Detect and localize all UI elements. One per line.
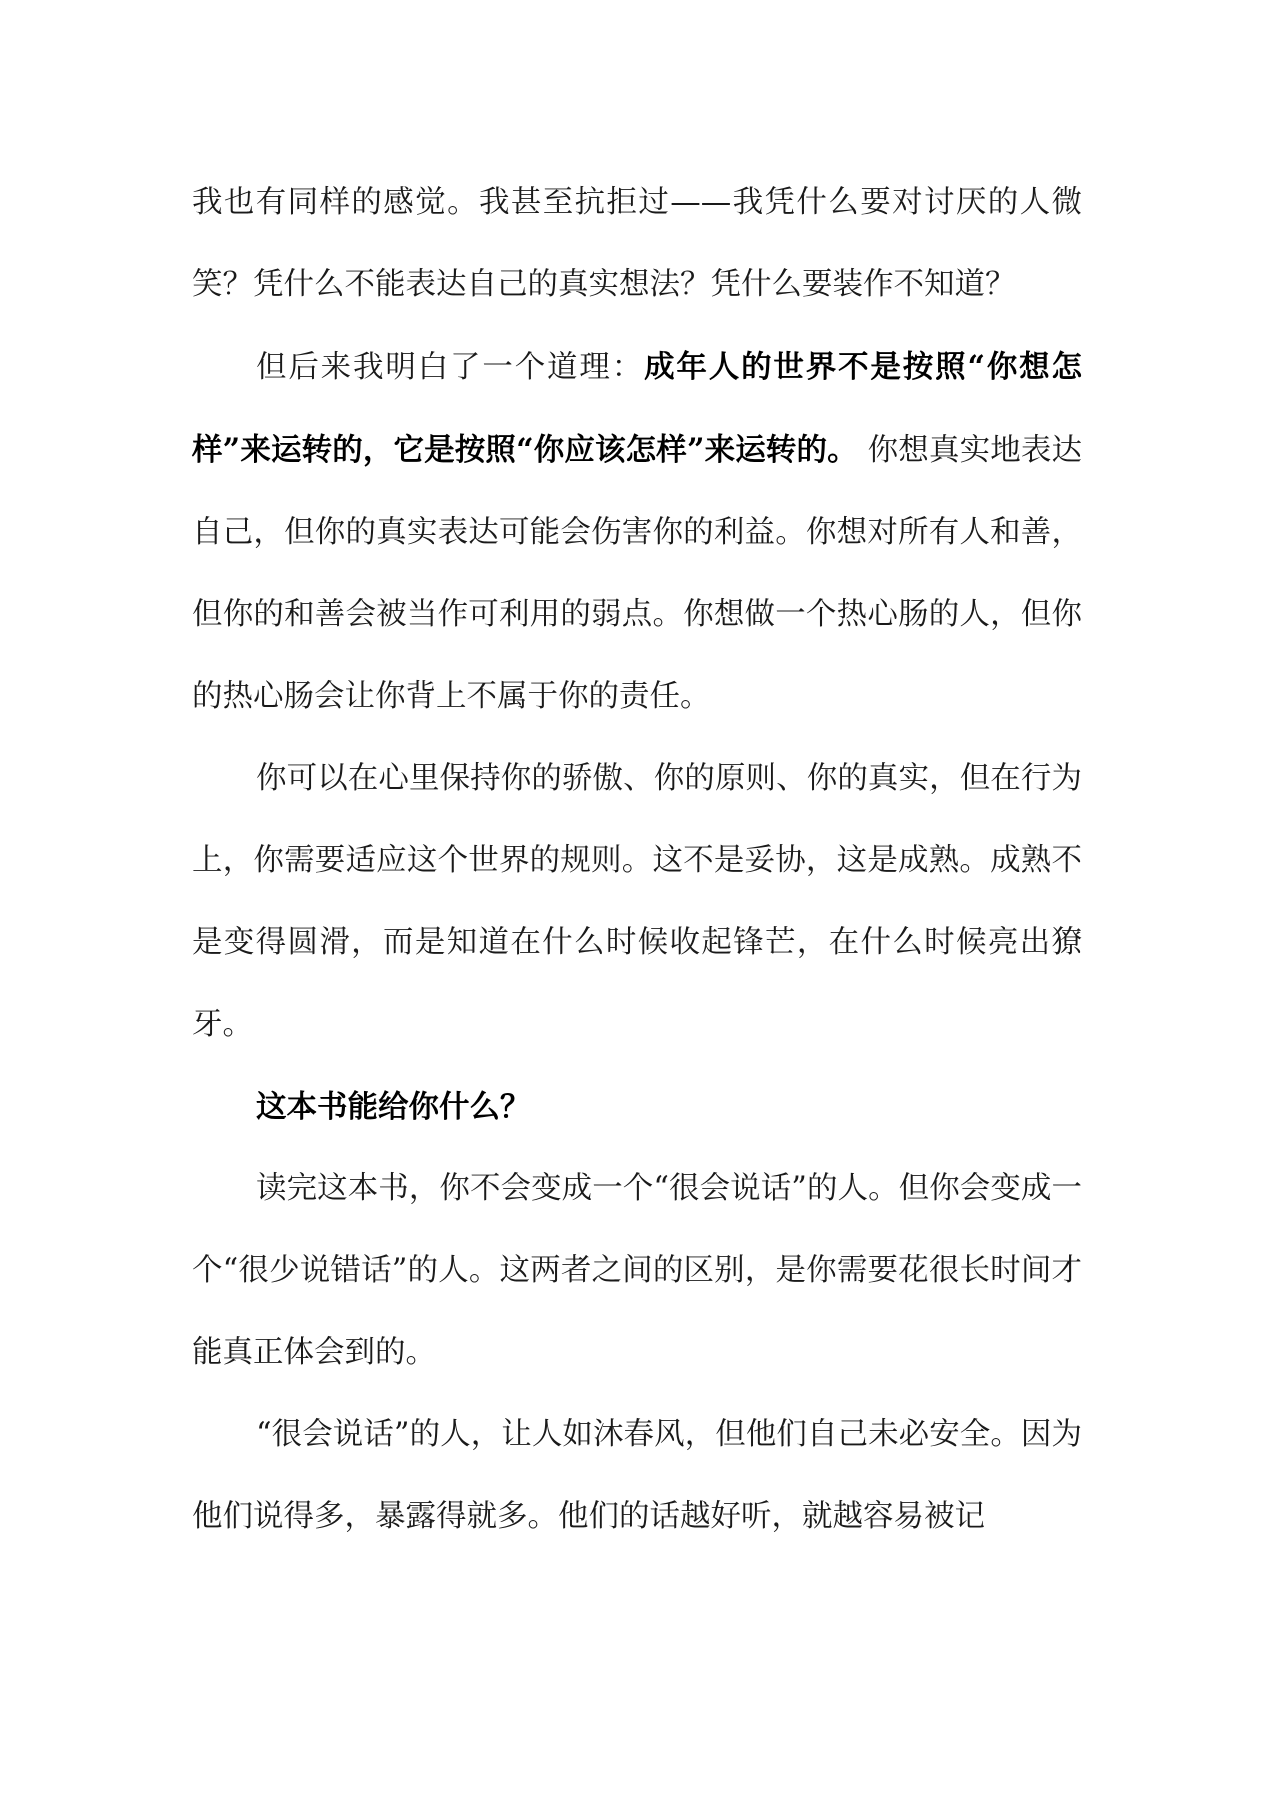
paragraph-5: “很会说话”的人，让人如沐春风，但他们自己未必安全。因为他们说得多，暴露得就多。他们的话越好听，就越容易被记	[192, 1417, 1082, 1534]
paragraph-2-bold-statement: 成年人的世界不是按照“你想怎样”来运转的，它是按照“你应该怎样”来运转的。	[192, 349, 1083, 468]
paragraph-2-rest: 你想真实地表达自己，但你的真实表达可能会伤害你的利益。你想对所有人和善，但你的和善会被当作可利用的弱点。你想做一个热心肠的人，但你的热心肠会让你背上不属于你的责任。	[192, 433, 1082, 714]
paragraph-1: 我也有同样的感觉。我甚至抗拒过——我凭什么要对讨厌的人微笑？凭什么不能表达自己的真实想法？凭什么要装作不知道？	[192, 185, 1082, 302]
paragraph-4: 读完这本书，你不会变成一个“很会说话”的人。但你会变成一个“很少说错话”的人。这两者之间的区别，是你需要花很长时间才能真正体会到的。	[192, 1171, 1082, 1370]
paragraph-2	[192, 326, 1082, 738]
paragraph-2-intro: 但后来我明白了一个道理：	[256, 350, 645, 385]
document-body	[192, 162, 1082, 1558]
paragraph-3: 你可以在心里保持你的骄傲、你的原则、你的真实，但在行为上，你需要适应这个世界的规则。这不是妥协，这是成熟。成熟不是变得圆滑，而是知道在什么时候收起锋芒，在什么时候亮出獠牙。	[192, 761, 1082, 1042]
section-heading: 这本书能给你什么？	[256, 1089, 531, 1125]
